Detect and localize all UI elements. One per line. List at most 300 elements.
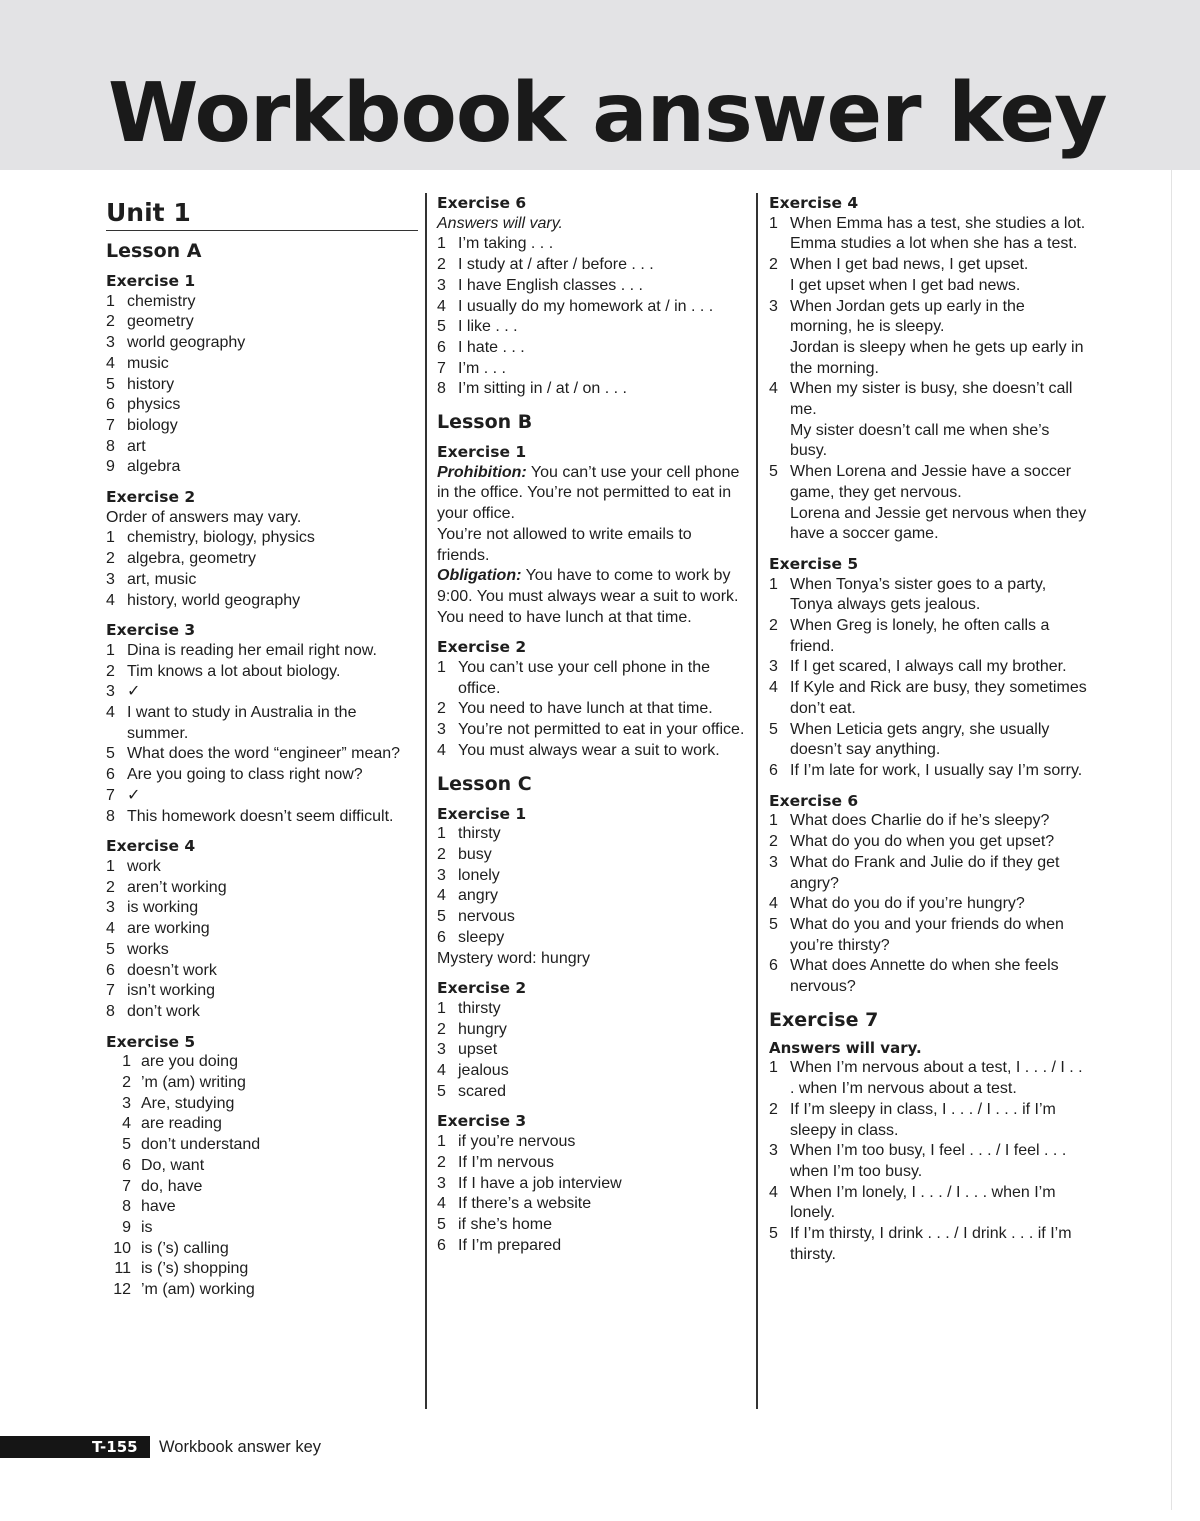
answer-item: [437, 317, 747, 338]
answer-number: 7: [106, 982, 115, 1000]
answer-line: When Jordan gets up early in the morning, he is sleepy.: [790, 297, 1025, 336]
answer-text: [790, 616, 1087, 657]
column-divider: [425, 193, 427, 1409]
answer-item: [769, 853, 1087, 894]
answer-line: history, world geography: [127, 591, 301, 609]
answer-number: 5: [769, 915, 778, 933]
answer-line: If I’m thirsty, I drink . . . / I drink . . . if I’m thirsty.: [790, 1225, 1072, 1263]
answer-text: [127, 807, 418, 828]
answer-number: 8: [106, 1002, 115, 1020]
answer-paragraph: [437, 566, 747, 628]
page-edge-line: [1171, 170, 1172, 1510]
answer-line: When Emma has a test, she studies a lot.: [790, 214, 1086, 232]
answer-line: algebra, geometry: [127, 550, 256, 568]
answer-line: upset: [458, 1041, 498, 1059]
answer-text: [458, 1194, 747, 1215]
answer-item: [769, 678, 1087, 719]
answer-number: 1: [437, 1133, 446, 1151]
answer-number: 8: [106, 437, 115, 455]
answer-item: [437, 359, 747, 380]
answer-text: [790, 853, 1087, 894]
answer-line: What do you do if you’re hungry?: [790, 895, 1025, 913]
answer-line: When I’m lonely, I . . . / I . . . when I’m lonely.: [790, 1183, 1056, 1222]
answer-text: [141, 1156, 418, 1177]
answer-number: 1: [769, 812, 778, 830]
exercise-section: [437, 637, 747, 761]
answer-text: [458, 1236, 747, 1257]
answer-text: [790, 255, 1087, 296]
answer-text: [790, 915, 1087, 956]
answer-text: [141, 1239, 418, 1260]
answer-text: [458, 1215, 747, 1236]
exercise-title: Exercise 6: [437, 194, 527, 212]
answer-number: 2: [437, 1020, 446, 1038]
answer-text: [127, 703, 418, 744]
answer-text: [141, 1280, 418, 1301]
answer-number: 2: [437, 845, 446, 863]
answer-number: 7: [106, 786, 115, 804]
answer-number: 2: [122, 1074, 131, 1092]
exercise-title: Exercise 2: [437, 638, 527, 657]
answer-text: [141, 1259, 418, 1280]
answer-line: thirsty: [458, 999, 501, 1017]
answer-item: [437, 845, 747, 866]
answer-line: I study at / after / before . . .: [458, 256, 654, 274]
answer-item: [106, 1259, 418, 1280]
answer-item: [106, 981, 418, 1002]
answer-item: [106, 786, 418, 807]
answer-item: [437, 276, 747, 297]
answer-text: [458, 1040, 747, 1061]
answer-item: [437, 907, 747, 928]
answer-number: 2: [106, 550, 115, 568]
answer-line: I want to study in Australia in the summer.: [127, 704, 357, 742]
answer-line: isn’t working: [127, 982, 216, 1000]
answer-number: 1: [769, 214, 778, 232]
exercise-title: Exercise 6: [769, 791, 859, 810]
answer-item: [769, 379, 1087, 462]
answer-number: 1: [437, 235, 446, 253]
answer-line: When my sister is busy, she doesn’t call me.: [790, 380, 1073, 419]
exercise-section: [437, 193, 747, 400]
answer-item: [106, 375, 418, 396]
answer-line: I like . . .: [458, 318, 518, 336]
answer-item: [106, 570, 418, 591]
answer-number: 3: [437, 1174, 446, 1192]
answer-line: I usually do my homework at / in . . .: [458, 297, 714, 315]
answer-text: [790, 657, 1087, 678]
exercise-section: [437, 804, 747, 970]
answer-number: 8: [122, 1198, 131, 1216]
exercise-section: [106, 1032, 418, 1301]
answer-line: Are you going to class right now?: [127, 766, 363, 784]
answer-text: [127, 857, 418, 878]
answer-number: 8: [106, 807, 115, 825]
answer-number: 4: [106, 354, 115, 372]
answer-line: You must always wear a suit to work.: [458, 741, 720, 759]
answer-item: [769, 214, 1087, 255]
answer-item: [106, 1114, 418, 1135]
answer-text: [127, 591, 418, 612]
answer-text: [127, 375, 418, 396]
answer-line: is working: [127, 899, 199, 917]
answer-line: I have English classes . . .: [458, 276, 643, 294]
exercise-section: [769, 791, 1087, 998]
answer-text: [127, 292, 418, 313]
answer-item: [106, 1218, 418, 1239]
column-3: [769, 193, 1087, 1274]
answer-number: 6: [106, 396, 115, 414]
answer-item: [106, 1052, 418, 1073]
answer-line: If I’m nervous: [458, 1153, 555, 1171]
answer-text: [458, 379, 747, 400]
answer-item: [437, 379, 747, 400]
answer-line: don’t work: [127, 1002, 200, 1020]
answer-number: 5: [106, 745, 115, 763]
answer-number: 3: [437, 1041, 446, 1059]
answer-number: 2: [106, 662, 115, 680]
answer-line: You need to have lunch at that time.: [458, 700, 713, 718]
answer-text: [458, 845, 747, 866]
exercise-note: Answers will vary.: [769, 1038, 922, 1057]
answer-item: [437, 1215, 747, 1236]
answer-item: [106, 1197, 418, 1218]
column-2: [437, 193, 747, 1265]
answer-item: [106, 703, 418, 744]
answer-line: if she’s home: [458, 1215, 552, 1233]
answer-line: scared: [458, 1082, 507, 1100]
answer-line: world geography: [127, 334, 246, 352]
answer-text: [141, 1177, 418, 1198]
answer-line: Are, studying: [141, 1094, 235, 1112]
answer-number: 3: [437, 276, 446, 294]
obligation-text: You have to come to work by 9:00. You must always wear a suit to work. You need to have lunch at that time.: [437, 567, 739, 626]
answer-line: are you doing: [141, 1053, 238, 1071]
answer-number: 4: [437, 1062, 446, 1080]
answer-item: [106, 416, 418, 437]
answer-number: 5: [106, 375, 115, 393]
answer-text: [458, 866, 747, 887]
answer-number: 10: [113, 1239, 131, 1257]
answer-line: works: [127, 940, 169, 958]
answer-text: [127, 981, 418, 1002]
answer-number: 6: [122, 1156, 131, 1174]
answer-line: When Tonya’s sister goes to a party, Tonya always gets jealous.: [790, 575, 1047, 614]
answer-item: [437, 886, 747, 907]
answer-line: ✓: [127, 786, 141, 804]
answer-item: [437, 999, 747, 1020]
answer-number: 1: [437, 825, 446, 843]
answer-line: What does Charlie do if he’s sleepy?: [790, 812, 1050, 830]
answer-number: 5: [437, 318, 446, 336]
answer-item: [437, 720, 747, 741]
answer-item: [769, 720, 1087, 761]
column-1: [106, 197, 418, 1310]
answer-line: jealous: [458, 1062, 509, 1080]
answer-number: 6: [106, 961, 115, 979]
answer-line: You can’t use your cell phone in the office.: [458, 659, 711, 697]
answer-line: I’m sitting in / at / on . . .: [458, 380, 627, 398]
answer-item: [437, 699, 747, 720]
answer-line: I hate . . .: [458, 338, 525, 356]
answer-line: don’t understand: [141, 1136, 261, 1154]
answer-line: have: [141, 1198, 176, 1216]
answer-item: [769, 811, 1087, 832]
answer-text: [458, 699, 747, 720]
answer-item: [106, 1073, 418, 1094]
answer-line: art: [127, 437, 146, 455]
answer-item: [106, 682, 418, 703]
answer-text: [141, 1197, 418, 1218]
answer-number: 3: [437, 866, 446, 884]
answer-item: [106, 961, 418, 982]
exercise-note: Order of answers may vary.: [106, 508, 302, 526]
answer-text: [127, 395, 418, 416]
obligation-label: Obligation:: [437, 567, 522, 585]
answer-line: angry: [458, 887, 499, 905]
answer-number: 4: [769, 679, 778, 697]
answer-line: if you’re nervous: [458, 1133, 576, 1151]
answer-line: music: [127, 354, 169, 372]
answer-number: 7: [106, 416, 115, 434]
answer-text: [127, 744, 418, 765]
answer-text: [790, 214, 1087, 255]
exercise-title: Exercise 3: [437, 1112, 527, 1131]
exercise-section: [437, 978, 747, 1102]
answer-item: [106, 591, 418, 612]
exercise-section: [769, 554, 1087, 782]
answer-line: I’m taking . . .: [458, 235, 554, 253]
answer-number: 9: [106, 458, 115, 476]
answer-text: [790, 297, 1087, 380]
answer-paragraph: You’re not allowed to write emails to friends.: [437, 525, 692, 564]
answer-number: 5: [769, 1225, 778, 1243]
answer-text: [141, 1135, 418, 1156]
answer-item: [769, 657, 1087, 678]
answer-text: [127, 765, 418, 786]
lesson-heading: Lesson A: [106, 240, 202, 262]
answer-item: [106, 437, 418, 458]
answer-text: [141, 1218, 418, 1239]
answer-line: do, have: [141, 1177, 203, 1195]
answer-line: When Leticia gets angry, she usually doesn’t say anything.: [790, 720, 1050, 759]
answer-line: work: [127, 857, 161, 875]
footer-label: Workbook answer key: [159, 1438, 322, 1456]
answer-line-alt: My sister doesn’t call me when she’s busy.: [790, 421, 1050, 460]
exercise-title: Exercise 1: [437, 804, 527, 823]
exercise-section: [769, 1008, 1087, 1266]
answer-item: [437, 866, 747, 887]
answer-item: [769, 894, 1087, 915]
answer-item: [106, 744, 418, 765]
answer-item: [106, 292, 418, 313]
answer-line: biology: [127, 416, 178, 434]
answer-number: 1: [437, 999, 446, 1017]
answer-item: [769, 255, 1087, 296]
answer-number: 3: [106, 570, 115, 588]
answer-text: [790, 678, 1087, 719]
answer-number: 3: [769, 853, 778, 871]
answer-line: ✓: [127, 683, 141, 701]
page-title: Workbook answer key: [108, 66, 1107, 161]
answer-item: [437, 1061, 747, 1082]
answer-number: 4: [106, 920, 115, 938]
answer-line: doesn’t work: [127, 961, 217, 979]
answer-item: [769, 1058, 1087, 1099]
answer-text: [458, 907, 747, 928]
answer-item: [769, 575, 1087, 616]
answer-text: [141, 1114, 418, 1135]
answer-line: geometry: [127, 313, 194, 331]
answer-number: 5: [437, 1082, 446, 1100]
answer-text: [127, 528, 418, 549]
answer-number: 6: [769, 761, 778, 779]
answer-line: history: [127, 375, 175, 393]
answer-text: [458, 1153, 747, 1174]
exercise-title: Exercise 5: [106, 1032, 196, 1051]
answer-text: [790, 1100, 1087, 1141]
exercise-section: [106, 487, 418, 611]
answer-text: [127, 1002, 418, 1023]
answer-item: [437, 1082, 747, 1103]
answer-item: [106, 1280, 418, 1301]
answer-item: [106, 898, 418, 919]
answer-item: [769, 1224, 1087, 1265]
answer-item: [437, 928, 747, 949]
answer-text: [141, 1052, 418, 1073]
answer-text: [458, 255, 747, 276]
answer-item: [106, 765, 418, 786]
answer-line: What does the word “engineer” mean?: [127, 745, 401, 763]
exercise-title: Exercise 1: [106, 272, 196, 290]
answer-item: [106, 857, 418, 878]
answer-text: [458, 297, 747, 318]
answer-line: art, music: [127, 570, 197, 588]
answer-number: 4: [769, 895, 778, 913]
answer-item: [769, 462, 1087, 545]
answer-item: [437, 824, 747, 845]
answer-item: [437, 1020, 747, 1041]
answer-line: lonely: [458, 866, 500, 884]
answer-text: [127, 312, 418, 333]
answer-text: [458, 338, 747, 359]
prohibition-label: Prohibition:: [437, 463, 527, 481]
answer-text: [458, 741, 747, 762]
answer-text: [790, 1141, 1087, 1182]
answer-text: [141, 1094, 418, 1115]
answer-text: [458, 1082, 747, 1103]
answer-number: 6: [437, 1236, 446, 1254]
answer-text: [790, 1058, 1087, 1099]
answer-line: If I’m late for work, I usually say I’m sorry.: [790, 761, 1083, 779]
exercise-title: Exercise 2: [437, 979, 527, 998]
answer-item: [437, 255, 747, 276]
answer-line: sleepy: [458, 928, 505, 946]
answer-item: [106, 354, 418, 375]
answer-line: is (’s) calling: [141, 1239, 229, 1257]
answer-number: 3: [769, 1142, 778, 1160]
answer-text: [127, 641, 418, 662]
answer-line: If I have a job interview: [458, 1174, 622, 1192]
answer-line: What do Frank and Julie do if they get angry?: [790, 853, 1060, 892]
answer-text: [458, 886, 747, 907]
answer-text: [127, 662, 418, 683]
answer-item: [106, 1156, 418, 1177]
answer-item: [106, 1002, 418, 1023]
answer-item: [106, 1239, 418, 1260]
answer-item: [106, 528, 418, 549]
answer-text: [790, 462, 1087, 545]
answer-item: [106, 662, 418, 683]
answer-text: [458, 1061, 747, 1082]
answer-text: [458, 359, 747, 380]
answer-text: [790, 1224, 1087, 1265]
answer-number: 4: [769, 1183, 778, 1201]
answer-line: hungry: [458, 1020, 507, 1038]
answer-line: I’m . . .: [458, 359, 506, 377]
unit-title: Unit 1: [106, 197, 418, 231]
exercise-title: Exercise 1: [437, 443, 527, 462]
answer-number: 1: [437, 659, 446, 677]
column-divider: [756, 193, 758, 1409]
answer-item: [437, 1040, 747, 1061]
answer-line: is: [141, 1218, 153, 1236]
answer-text: [127, 416, 418, 437]
answer-number: 1: [106, 857, 115, 875]
answer-number: 11: [114, 1260, 131, 1278]
answer-number: 4: [437, 741, 446, 759]
answer-number: 5: [437, 1215, 446, 1233]
answer-number: 1: [106, 641, 115, 659]
answer-item: [437, 1153, 747, 1174]
exercise-title: Exercise 3: [106, 621, 196, 640]
answer-number: 3: [106, 683, 115, 701]
answer-number: 9: [122, 1218, 131, 1236]
answer-number: 7: [437, 359, 446, 377]
answer-text: [458, 1132, 747, 1153]
exercise-section: [437, 1111, 747, 1256]
answer-number: 6: [437, 928, 446, 946]
answer-item: [437, 234, 747, 255]
answer-text: [458, 999, 747, 1020]
answer-text: [790, 811, 1087, 832]
answer-line: What do you do when you get upset?: [790, 833, 1055, 851]
answer-text: [127, 961, 418, 982]
answer-text: [127, 940, 418, 961]
answer-text: [790, 894, 1087, 915]
answer-text: [127, 878, 418, 899]
answer-number: 7: [122, 1177, 131, 1195]
answer-text: [127, 786, 418, 807]
answer-number: 4: [122, 1115, 131, 1133]
answer-number: 2: [769, 1100, 778, 1118]
answer-number: 5: [122, 1136, 131, 1154]
answer-text: [127, 570, 418, 591]
answer-line: If Kyle and Rick are busy, they sometimes don’t eat.: [790, 679, 1087, 717]
prohibition-text: You can’t use your cell phone in the office. You’re not permitted to eat in your office.: [437, 463, 740, 523]
answer-line: aren’t working: [127, 878, 227, 896]
answer-item: [106, 940, 418, 961]
answer-text: [458, 234, 747, 255]
answer-line: nervous: [458, 908, 515, 926]
answer-item: [106, 1135, 418, 1156]
answer-line: ’m (am) writing: [141, 1074, 246, 1092]
answer-number: 2: [106, 878, 115, 896]
answer-number: 4: [437, 887, 446, 905]
exercise-section: [769, 193, 1087, 545]
answer-line: thirsty: [458, 825, 501, 843]
answer-number: 2: [437, 700, 446, 718]
